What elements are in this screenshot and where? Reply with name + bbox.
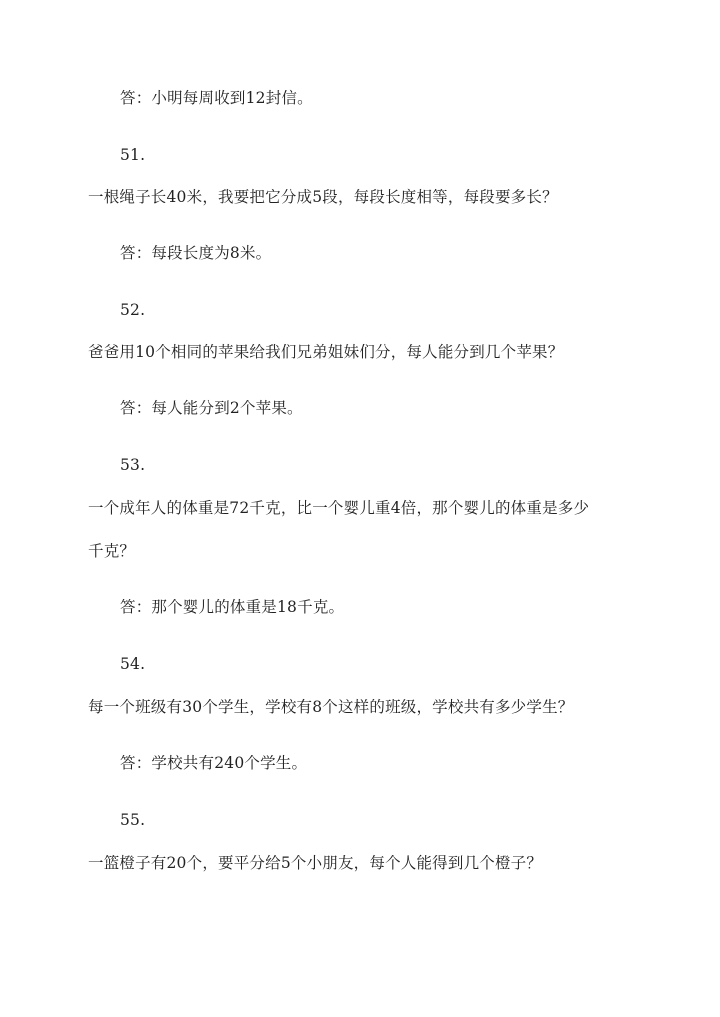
- question-number-55: 55.: [120, 811, 146, 829]
- answer-50: 答：小明每周收到12封信。: [120, 89, 313, 107]
- answer-52: 答：每人能分到2个苹果。: [120, 399, 303, 417]
- question-number-52: 52.: [120, 301, 146, 319]
- question-55: 一篮橙子有20个，要平分给5个小朋友，每个人能得到几个橙子？: [88, 854, 543, 872]
- answer-51: 答：每段长度为8米。: [120, 244, 272, 262]
- question-52: 爸爸用10个相同的苹果给我们兄弟姐妹们分，每人能分到几个苹果？: [88, 343, 564, 361]
- answer-54: 答：学校共有240个学生。: [120, 754, 308, 772]
- answer-53: 答：那个婴儿的体重是18千克。: [120, 598, 345, 616]
- question-number-51: 51.: [120, 146, 146, 164]
- question-number-53: 53.: [120, 456, 146, 474]
- question-54: 每一个班级有30个学生，学校有8个这样的班级，学校共有多少学生？: [88, 698, 574, 716]
- question-53-line-2: 千克？: [88, 542, 136, 560]
- question-53-line-1: 一个成年人的体重是72千克，比一个婴儿重4倍，那个婴儿的体重是多少: [88, 499, 590, 517]
- question-51: 一根绳子长40米，我要把它分成5段，每段长度相等，每段要多长？: [88, 188, 558, 206]
- question-number-54: 54.: [120, 655, 146, 673]
